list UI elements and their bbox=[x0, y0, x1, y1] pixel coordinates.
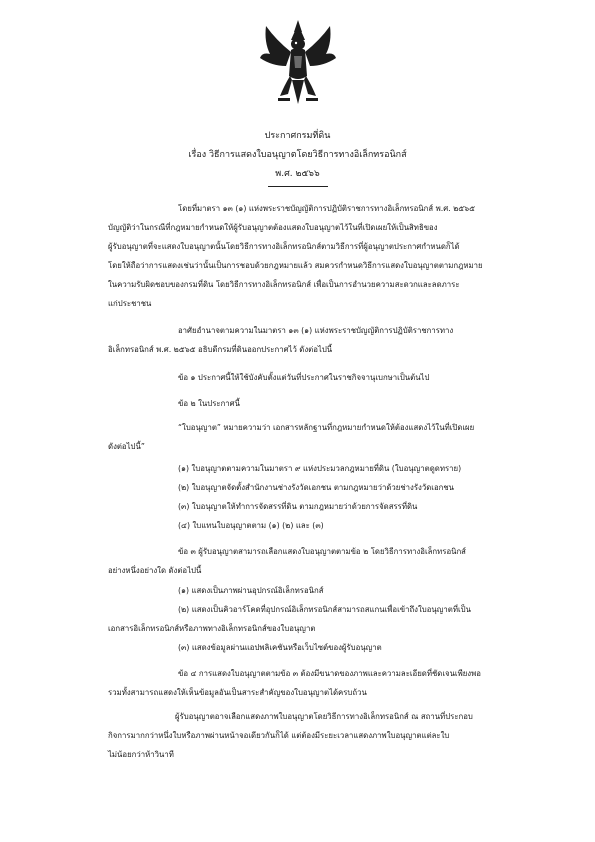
announcement-title: ประกาศกรมที่ดิน bbox=[264, 131, 331, 141]
garuda-emblem-icon bbox=[258, 18, 338, 106]
list-item: (๑) แสดงเป็นภาพผ่านอุปกรณ์อิเล็กทรอนิกส์ bbox=[178, 586, 324, 595]
clause-4-paragraph: ผู้รับอนุญาตอาจเลือกแสดงภาพใบอนุญาตโดยวิธีการทางอิเล็กทรอนิกส์ ณ สถานที่ประกอบ bbox=[175, 712, 473, 721]
list-item: (๒) ใบอนุญาตจัดตั้งสำนักงานช่างรังวัดเอกชน ตามกฎหมายว่าด้วยช่างรังวัดเอกชน bbox=[178, 483, 454, 492]
paragraph-line: ในความรับผิดชอบของกรมที่ดิน โดยวิธีการทางอิเล็กทรอนิกส์ เพื่อเป็นการอำนวยความสะดวกและลดภาระ bbox=[108, 280, 460, 289]
clause-3: อย่างหนึ่งอย่างใด ดังต่อไปนี้ bbox=[108, 566, 202, 575]
announcement-subject: เรื่อง วิธีการแสดงใบอนุญาตโดยวิธีการทางอิเล็กทรอนิกส์ bbox=[188, 150, 407, 160]
paragraph-line: โดยให้ถือว่าการแสดงเช่นว่านั้นเป็นการชอบด้วยกฎหมายแล้ว สมควรกำหนดวิธีการแสดงใบอนุญาตตามกฎหมาย bbox=[108, 261, 483, 270]
clause-4: รวมทั้งสามารถแสดงให้เห็นข้อมูลอันเป็นสาระสำคัญของใบอนุญาตได้ครบถ้วน bbox=[108, 688, 367, 697]
announcement-year: พ.ศ. ๒๕๖๖ bbox=[275, 169, 320, 179]
list-item: เอกสารอิเล็กทรอนิกส์หรือภาพทางอิเล็กทรอนิกส์ของใบอนุญาต bbox=[108, 624, 316, 633]
paragraph-line: อิเล็กทรอนิกส์ พ.ศ. ๒๕๖๕ อธิบดีกรมที่ดินออกประกาศไว้ ดังต่อไปนี้ bbox=[108, 345, 333, 354]
paragraph-line: โดยที่มาตรา ๑๓ (๑) แห่งพระราชบัญญัติการปฏิบัติราชการทางอิเล็กทรอนิกส์ พ.ศ. ๒๕๖๕ bbox=[178, 204, 476, 213]
clause-2: ข้อ ๒ ในประกาศนี้ bbox=[178, 399, 240, 408]
paragraph-line: บัญญัติว่าในกรณีที่กฎหมายกำหนดให้ผู้รับอนุญาตต้องแสดงใบอนุญาตไว้ในที่เปิดเผยให้เป็นสิทธิของ bbox=[108, 223, 438, 232]
paragraph-line: อาศัยอำนาจตามความในมาตรา ๑๓ (๑) แห่งพระราชบัญญัติการปฏิบัติราชการทาง bbox=[178, 326, 454, 335]
definition-line: ดังต่อไปนี้” bbox=[108, 442, 145, 451]
list-item: (๒) แสดงเป็นคิวอาร์โคดที่อุปกรณ์อิเล็กทรอนิกส์สามารถสแกนเพื่อเข้าถึงใบอนุญาตที่เป็น bbox=[178, 605, 471, 614]
definition-line: “ใบอนุญาต” หมายความว่า เอกสารหลักฐานที่กฎหมายกำหนดให้ต้องแสดงไว้ในที่เปิดเผย bbox=[178, 423, 475, 432]
clause-1: ข้อ ๑ ประกาศนี้ให้ใช้บังคับตั้งแต่วันที่ประกาศในราชกิจจานุเบกษาเป็นต้นไป bbox=[178, 373, 430, 382]
clause-4: ข้อ ๔ การแสดงใบอนุญาตตามข้อ ๓ ต้องมีขนาดของภาพและความละเอียดที่ชัดเจนเพียงพอ bbox=[178, 669, 481, 678]
paragraph-line: แก่ประชาชน bbox=[108, 299, 152, 308]
paragraph-line: ผู้รับอนุญาตที่จะแสดงใบอนุญาตนั้นโดยวิธีการทางอิเล็กทรอนิกส์ตามวิธีการที่ผู้อนุญาตประกาศกำหนดก็ได้ bbox=[108, 242, 460, 251]
list-item: (๔) ใบแทนใบอนุญาตตาม (๑) (๒) และ (๓) bbox=[178, 521, 324, 530]
list-item: (๑) ใบอนุญาตตามความในมาตรา ๙ แห่งประมวลกฎหมายที่ดิน (ใบอนุญาตดูดทราย) bbox=[178, 464, 462, 473]
clause-4-paragraph: กิจการมากกว่าหนึ่งใบหรือภาพผ่านหน้าจอเดียวกันก็ได้ แต่ต้องมีระยะเวลาแสดงภาพใบอนุญาตแต่ละใบ bbox=[108, 731, 450, 740]
clause-3: ข้อ ๓ ผู้รับอนุญาตสามารถเลือกแสดงใบอนุญาตตามข้อ ๒ โดยวิธีการทางอิเล็กทรอนิกส์ bbox=[178, 547, 466, 556]
clause-4-paragraph: ไม่น้อยกว่าห้าวินาที bbox=[108, 750, 174, 759]
title-divider bbox=[268, 186, 328, 187]
list-item: (๓) แสดงข้อมูลผ่านแอปพลิเคชันหรือเว็บไซต์ของผู้รับอนุญาต bbox=[178, 643, 382, 652]
list-item: (๓) ใบอนุญาตให้ทำการจัดสรรที่ดิน ตามกฎหมายว่าด้วยการจัดสรรที่ดิน bbox=[178, 502, 418, 511]
